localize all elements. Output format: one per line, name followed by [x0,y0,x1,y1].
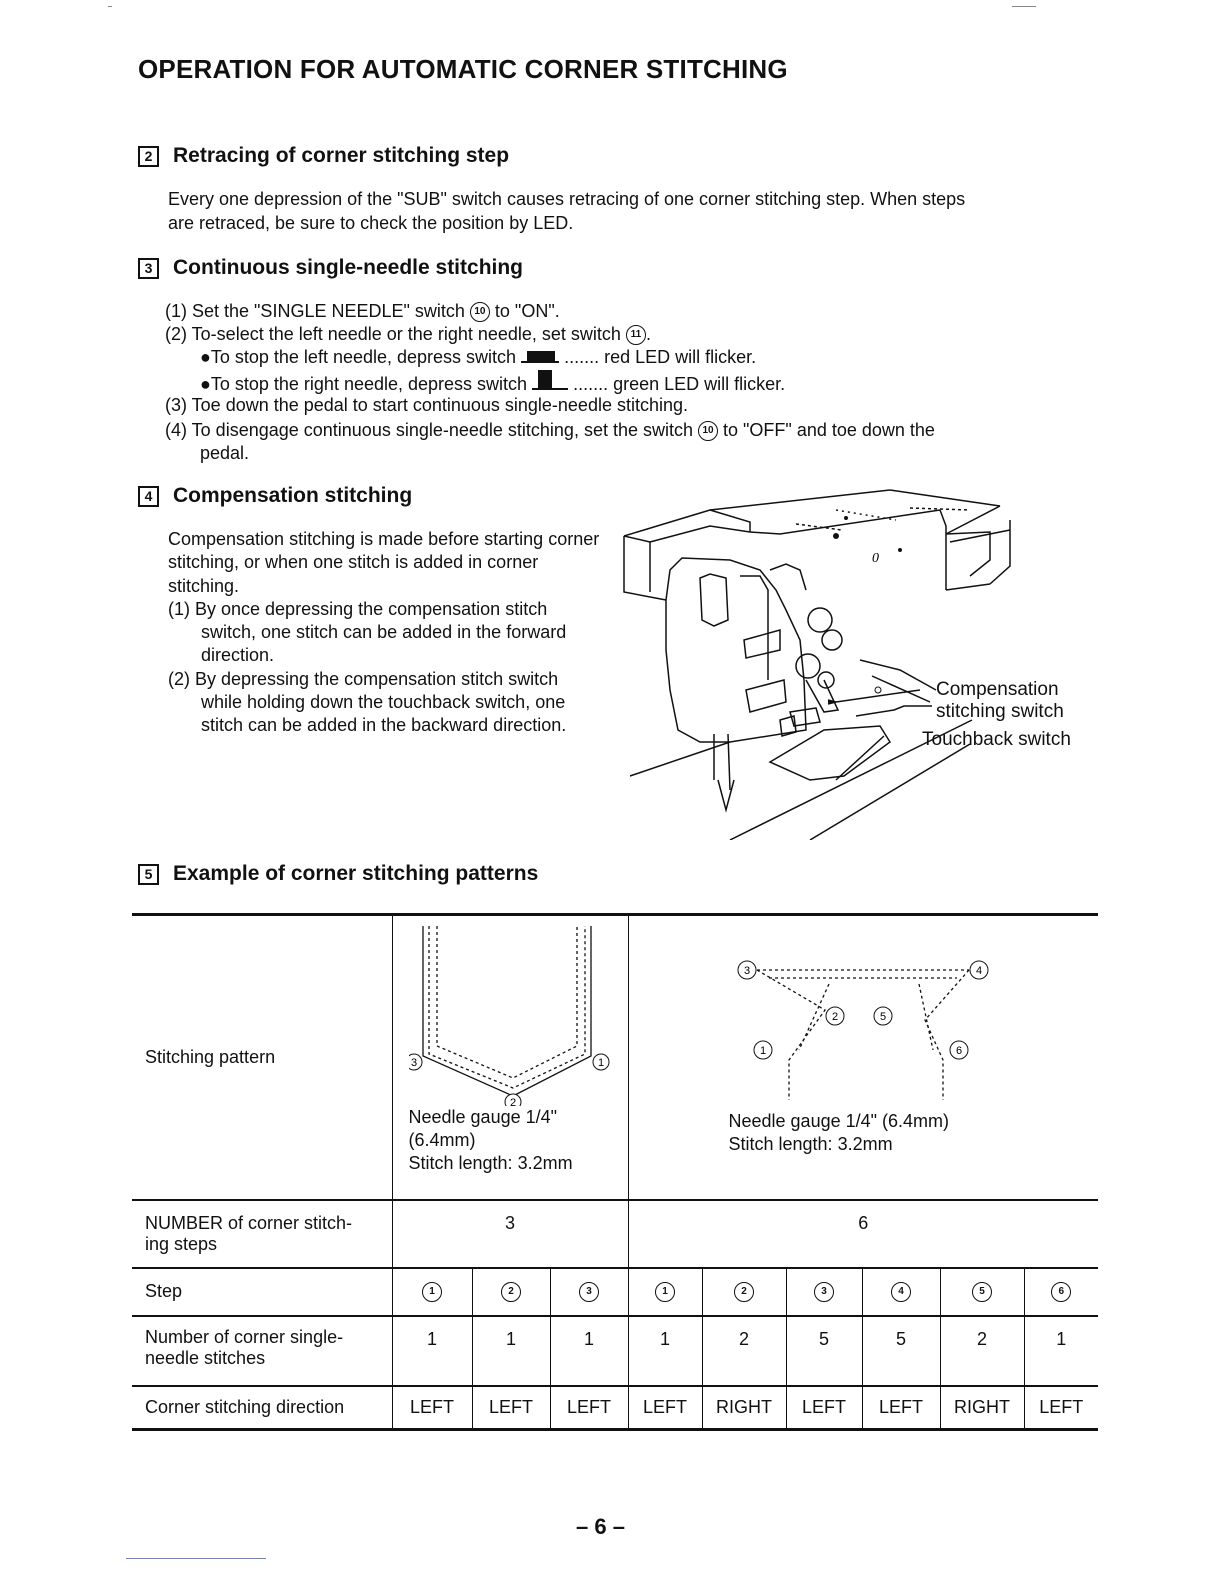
section-2-heading [138,144,509,168]
section-title: Continuous single-needle stitching [173,256,524,279]
section-title: Example of corner stitching patterns [173,862,539,885]
table-cell: RIGHT [702,1386,786,1430]
pattern-mark: 1 [597,1057,604,1069]
pattern-mark: 6 [955,1045,962,1057]
table-cell: 5 [862,1316,940,1386]
pattern-mark: 4 [975,965,982,977]
list-item-continuation: pedal. [200,443,250,463]
item-text: (2) To-select the left needle or the right needle, set switch [165,324,621,344]
row-label: NUMBER of corner stitch- ing steps [145,1212,353,1254]
step-number: 1 [655,1282,675,1302]
gauge-line: Stitch length: 3.2mm [408,1153,573,1173]
gauge-line: Needle gauge 1/4" (6.4mm) [728,1111,950,1131]
table-cell [392,1268,472,1316]
compensation-label-line2: stitching switch [936,701,1064,722]
step-number: 3 [814,1282,834,1302]
table-cell [1024,1268,1098,1316]
scan-edge-mark [1012,6,1036,7]
table-cell [628,1268,702,1316]
list-item [165,300,560,324]
table-row [132,1268,1098,1316]
table-cell: LEFT [392,1386,472,1430]
section-title: Retracing of corner stitching step [173,144,510,167]
step-number: 4 [891,1282,911,1302]
table-row [132,1200,1098,1268]
list-bullet [200,346,756,370]
section-title: Compensation stitching [173,484,413,507]
table-cell: LEFT [550,1386,628,1430]
section-4-heading [138,484,412,508]
compensation-label-line1: Compensation [936,679,1059,700]
table-cell [550,1268,628,1316]
page-title: OPERATION FOR AUTOMATIC CORNER STITCHING [138,54,788,84]
pattern-mark: 3 [410,1057,417,1069]
table-cell: 1 [472,1316,550,1386]
table-cell: 5 [786,1316,862,1386]
step-number: 1 [422,1282,442,1302]
intro-text: Compensation stitching is made before starting corner stitching, or when one stitch is added in corner stitching. [168,529,600,596]
pattern-mark: 2 [831,1011,838,1023]
step-number: 2 [734,1282,754,1302]
item-text: ●To stop the right needle, depress switch [200,374,528,394]
right-pattern-cell [628,915,1098,1200]
table-cell: LEFT [786,1386,862,1430]
item-text: to "OFF" and toe down the [723,420,935,440]
sewing-machine-diagram [610,480,1210,840]
item-text: ....... red LED will flicker. [564,347,757,367]
right-gauge-text [729,1110,1099,1156]
pattern-mark: 5 [879,1011,886,1023]
table-row [132,915,1098,1200]
list-bullet [200,370,785,397]
table-cell: 1 [392,1316,472,1386]
section-number: 2 [138,146,159,167]
circled-number-10: 10 [698,421,718,441]
right-stitch-pattern-diagram [729,950,989,1110]
list-item: (2) By depressing the compensation stitch switch while holding down the touchback switch, one stitch can be added in the backward direction. [168,668,567,736]
row-label: Corner stitching direction [145,1396,345,1417]
table-cell: LEFT [1024,1386,1098,1430]
machine-callout: 0 [872,551,879,566]
step-number: 3 [579,1282,599,1302]
list-item: (1) By once depressing the compensation stitch switch, one stitch can be added in the forward direction. [168,598,567,666]
circled-number-10: 10 [470,302,490,322]
table-row [132,1386,1098,1430]
left-gauge-text [409,1106,628,1175]
left-needle-switch-icon [521,349,559,363]
table-row [132,1316,1098,1386]
table-cell: LEFT [472,1386,550,1430]
table-cell: 1 [628,1316,702,1386]
table-cell: LEFT [862,1386,940,1430]
table-cell: LEFT [628,1386,702,1430]
step-number: 5 [972,1282,992,1302]
touchback-label: Touchback switch [922,729,1071,750]
section-number: 4 [138,486,159,507]
table-cell: 1 [550,1316,628,1386]
table-cell [786,1268,862,1316]
page-number: – 6 – [576,1514,625,1539]
table-cell [940,1268,1024,1316]
table-cell [702,1268,786,1316]
text-line: are retraced, be sure to check the position by LED. [168,212,574,233]
table-cell: 2 [702,1316,786,1386]
row-label: Stitching pattern [145,1046,276,1067]
step-number: 2 [501,1282,521,1302]
circled-number-11: 11 [626,325,646,345]
pattern-mark: 1 [759,1045,766,1057]
list-item [165,419,935,443]
table-cell [862,1268,940,1316]
list-item: (3) Toe down the pedal to start continuous single-needle stitching. [165,395,688,415]
section-4-body [168,528,604,738]
footer-rule [126,1558,266,1559]
left-stitch-pattern-diagram [409,916,619,1106]
table-cell: RIGHT [940,1386,1024,1430]
row-label: Number of corner single- needle stitches [145,1326,344,1368]
item-text: ....... green LED will flicker. [573,374,786,394]
section-number: 3 [138,258,159,279]
corner-stitching-table [132,913,1098,1431]
step-number: 6 [1051,1282,1071,1302]
section-2-body [168,188,965,235]
scan-edge-mark [108,6,112,7]
table-cell: 2 [940,1316,1024,1386]
item-text: ●To stop the left needle, depress switch [200,347,517,367]
item-text: (1) Set the "SINGLE NEEDLE" switch [165,301,465,321]
gauge-line: Stitch length: 3.2mm [728,1134,893,1154]
table-cell: 3 [392,1200,628,1268]
item-text: . [645,324,651,344]
gauge-line: (6.4mm) [408,1130,476,1150]
row-label: Step [145,1281,183,1301]
section-number: 5 [138,864,159,885]
table-cell [472,1268,550,1316]
pattern-mark: 3 [743,965,750,977]
item-text: (4) To disengage continuous single-needle stitching, set the switch [165,420,693,440]
item-text: to "ON". [494,301,560,321]
table-cell: 6 [628,1200,1098,1268]
section-3-heading [138,256,523,280]
gauge-line: Needle gauge 1/4" [408,1107,558,1127]
left-pattern-cell [392,915,628,1200]
right-needle-switch-icon [532,370,568,390]
text-line: Every one depression of the "SUB" switch causes retracing of one corner stitching step. When steps [168,189,966,209]
table-cell: 1 [1024,1316,1098,1386]
pattern-mark: 2 [509,1097,516,1106]
list-item [165,323,651,347]
section-5-heading [138,862,538,886]
